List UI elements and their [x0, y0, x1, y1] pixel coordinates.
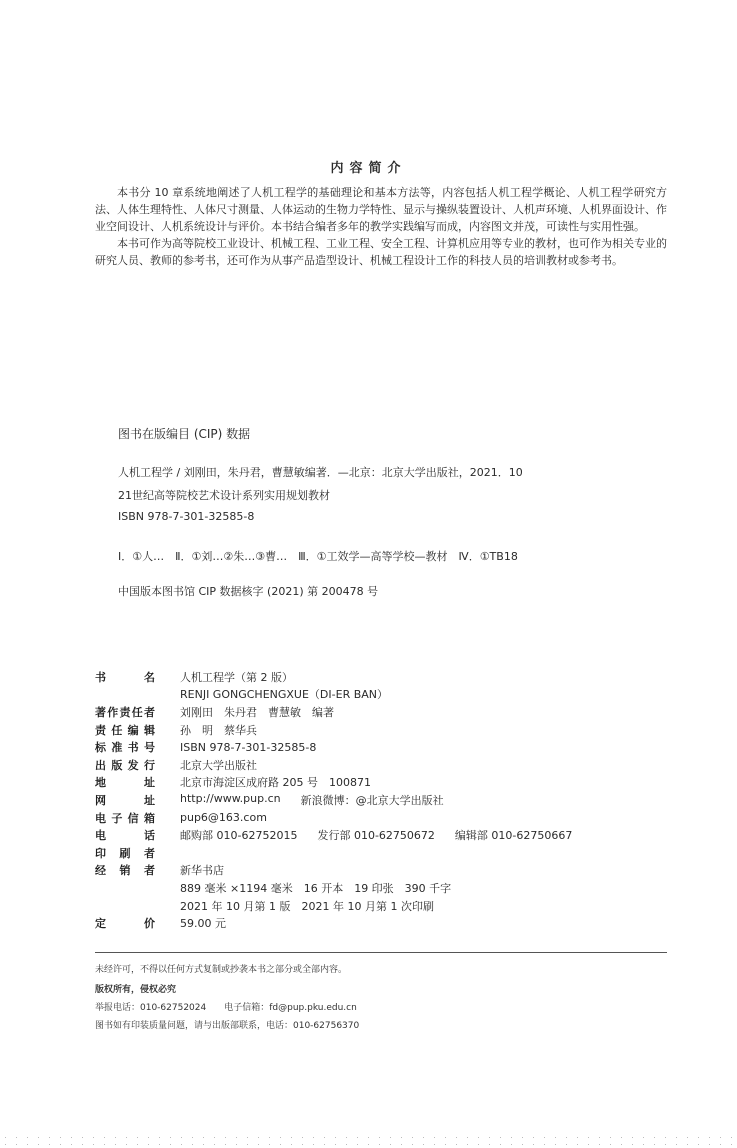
- bottom-dot-pattern: [0, 1134, 737, 1148]
- info-value: [180, 686, 408, 702]
- footer-quality: 图书如有印装质量问题，请与出版部联系，电话：010-62756370: [95, 1021, 360, 1031]
- info-row: [95, 721, 675, 739]
- info-value: [180, 741, 336, 754]
- info-value-item: pup6@163.com: [180, 811, 267, 825]
- cip-title: 图书在版编目 (CIP) 数据: [118, 427, 251, 441]
- info-value: [180, 862, 244, 878]
- info-value-item: 孙 明 蔡华兵: [180, 723, 257, 737]
- book-info-table: [95, 668, 675, 932]
- info-value: [180, 915, 246, 931]
- info-label: 出版发行: [95, 758, 155, 772]
- divider: [95, 952, 667, 953]
- info-value-item: 发行部 010-62750672: [317, 829, 435, 843]
- info-label: 地址: [95, 776, 155, 790]
- info-label: 定价: [95, 917, 155, 931]
- info-value-item: 编辑部 010-62750667: [454, 829, 573, 843]
- info-label: 电子信箱: [95, 811, 155, 825]
- info-row: [95, 686, 675, 704]
- info-value: [180, 757, 277, 773]
- info-label: 著作责任者: [95, 705, 155, 719]
- info-value: [180, 811, 287, 824]
- info-row: [95, 738, 675, 756]
- footer-report: 举报电话：010-62752024 电子信箱：fd@pup.pku.edu.cn: [95, 1003, 357, 1013]
- footer-rights: 版权所有，侵权必究: [95, 985, 177, 995]
- info-value-item: RENJI GONGCHENGXUE（DI-ER BAN）: [180, 688, 389, 702]
- summary-paragraph-1: 本书分 10 章系统地阐述了人机工程学的基础理论和基本方法等，内容包括人机工程学概论、人机工程学研究方法、人体生理特性、人体尺寸测量、人体运动的生物力学特性、显示与操纵装置设计、人机声环境、人机界面设计、作业空间设计、人机系统设计与评价。本书结合编者多年的教学实践编写而成，内容图文并茂，可读性与实用性强。: [95, 186, 667, 233]
- info-value: [180, 669, 313, 685]
- info-row: [95, 826, 675, 844]
- info-label: 印刷者: [95, 846, 155, 860]
- cip-line-isbn: ISBN 978-7-301-32585-8: [118, 510, 255, 523]
- info-row: [95, 914, 675, 932]
- summary-paragraph-2: 本书可作为高等院校工业设计、机械工程、工业工程、安全工程、计算机应用等专业的教材，也可作为相关专业的研究人员、教师的参考书，还可作为从事产品造型设计、机械工程设计工作的科技人员的培训教材或参考书。: [95, 237, 667, 267]
- info-value: [180, 827, 592, 843]
- info-value: [180, 792, 464, 808]
- info-value-item: 新华书店: [180, 864, 224, 878]
- cip-line-title: 人机工程学 / 刘刚田，朱丹君，曹慧敏编著．—北京：北京大学出版社，2021．10: [118, 466, 523, 479]
- info-row: [95, 756, 675, 774]
- info-row: [95, 791, 675, 809]
- info-value-item: 59.00 元: [180, 917, 226, 931]
- info-row: [95, 703, 675, 721]
- info-row: [95, 897, 675, 915]
- info-label: 标准书号: [95, 741, 155, 755]
- cip-line-series: 21世纪高等院校艺术设计系列实用规划教材: [118, 489, 330, 502]
- info-value-item: 刘刚田 朱丹君 曹慧敏 编著: [180, 705, 334, 719]
- info-value-item: 889 毫米 ×1194 毫米 16 开本 19 印张 390 千字: [180, 881, 452, 895]
- summary-title: 内容简介: [330, 161, 407, 176]
- info-label: 网址: [95, 793, 155, 807]
- info-label: 责任编辑: [95, 723, 155, 737]
- info-value: [180, 880, 471, 896]
- info-value: [180, 898, 454, 914]
- info-value-item: 新浪微博：@北京大学出版社: [300, 793, 444, 807]
- info-row: [95, 862, 675, 880]
- info-value: [180, 774, 391, 790]
- info-row: [95, 844, 675, 862]
- info-value-item: 北京大学出版社: [180, 758, 257, 772]
- info-value-item: ISBN 978-7-301-32585-8: [180, 740, 317, 754]
- cip-line-record: 中国版本图书馆 CIP 数据核字 (2021) 第 200478 号: [118, 585, 379, 598]
- footer-notice: 未经许可，不得以任何方式复制或抄袭本书之部分或全部内容。: [95, 965, 348, 975]
- info-value: [180, 722, 277, 738]
- info-row: [95, 668, 675, 686]
- info-value-item: 2021 年 10 月第 1 版 2021 年 10 月第 1 次印刷: [180, 899, 434, 913]
- info-value-item: http://www.pup.cn: [180, 791, 281, 805]
- info-label: 书名: [95, 670, 155, 684]
- cip-line-classification: Ⅰ．①人… Ⅱ．①刘…②朱…③曹… Ⅲ．①工效学—高等学校—教材 Ⅳ．①TB18: [118, 550, 518, 563]
- info-label: 经销者: [95, 864, 155, 878]
- summary-body: [95, 184, 667, 269]
- info-value: [180, 704, 354, 720]
- info-row: [95, 879, 675, 897]
- info-row: [95, 809, 675, 827]
- info-row: [95, 774, 675, 792]
- info-label: 电话: [95, 829, 155, 843]
- info-value-item: 人机工程学（第 2 版）: [180, 670, 293, 684]
- info-value-item: 北京市海淀区成府路 205 号 100871: [180, 776, 371, 790]
- info-value-item: 邮购部 010-62752015: [180, 829, 298, 843]
